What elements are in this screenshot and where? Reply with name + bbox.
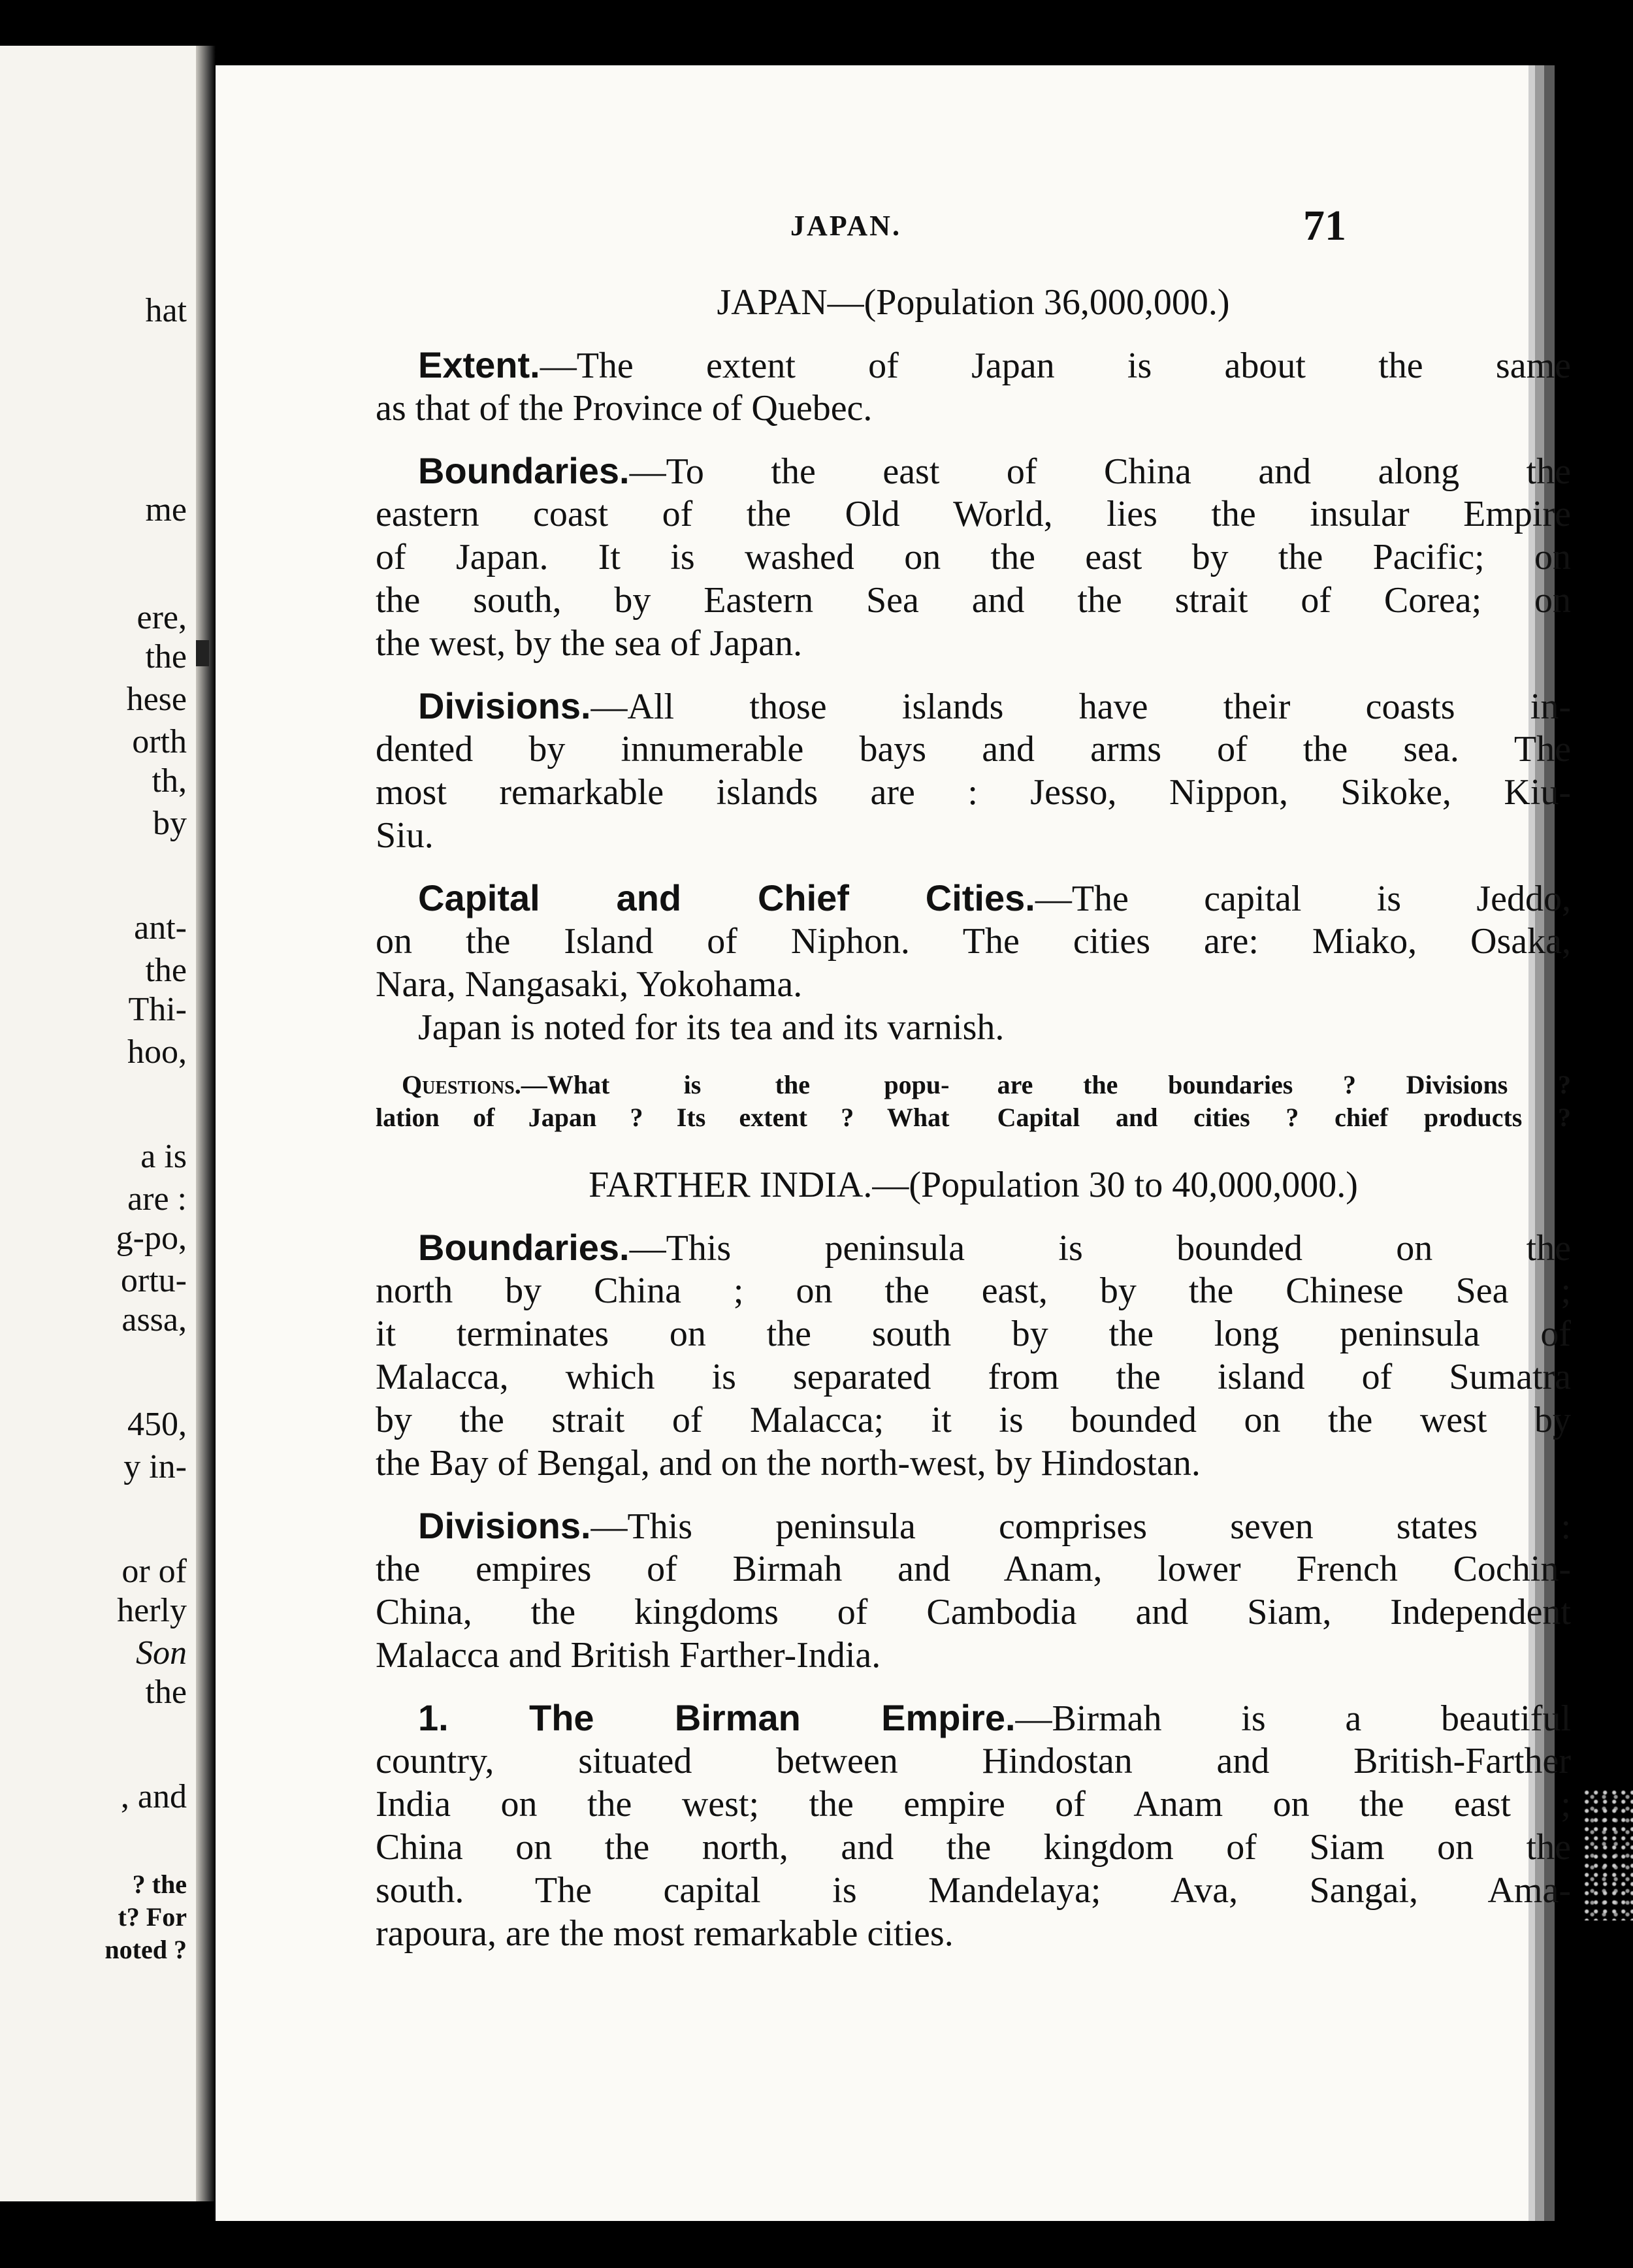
text-line: south. The capital is Mandelaya; Ava, Sangai, Ama- [376,1870,1571,1911]
noted-line: Japan is noted for its tea and its varnish. [418,1007,1005,1048]
text-line: the empires of Birmah and Anam, lower French Cochin- [376,1549,1571,1589]
left-fragment: ere, [137,599,187,636]
left-question-fragment: ? the [132,1870,187,1899]
binding-mark [196,640,209,666]
text-line: dented by innumerable bays and arms of the sea. The [376,729,1571,770]
text-line: by the strait of Malacca; it is bounded on the west by [376,1400,1571,1440]
page-number: 71 [1303,202,1346,250]
text-line: on the Island of Niphon. The cities are: Miako, Osaka, [376,921,1571,962]
running-head-title: JAPAN. [790,210,901,242]
left-fragment: me [145,491,187,528]
text-line: it terminates on the south by the long peninsula of [376,1314,1571,1354]
left-fragment: or of [121,1553,187,1590]
left-question-fragment: t? For [118,1902,187,1932]
text-line: China, the kingdoms of Cambodia and Siam, Independent [376,1592,1571,1632]
text-line: Malacca, which is separated from the island of Sumatra [376,1357,1571,1397]
left-fragment: hese [126,681,187,718]
left-fragment: ant- [134,909,187,947]
left-fragment: hat [145,292,187,329]
left-fragment: by [153,805,187,842]
section-title-japan: JAPAN—(Population 36,000,000.) [717,282,1230,323]
left-fragment: the [145,1674,187,1711]
text-line: the Bay of Bengal, and on the north-west, by Hindostan. [376,1443,1201,1483]
text-line: the west, by the sea of Japan. [376,623,803,664]
heading-birman-empire: 1. The Birman Empire. [418,1697,1016,1738]
left-fragment: 450, [127,1406,187,1443]
text-line: China on the north, and the kingdom of Siam on the [376,1827,1571,1868]
section-title-farther-india: FARTHER INDIA.—(Population 30 to 40,000,000.) [589,1165,1358,1205]
text-line: country, situated between Hindostan and British-Farther [376,1741,1571,1781]
scan-speckle [1584,1790,1633,1920]
heading-capital: Capital and Chief Cities. [418,877,1035,918]
left-fragment: , and [120,1778,187,1815]
text-line: eastern coast of the Old World, lies the insular Empire [376,494,1571,534]
left-fragment: Son [136,1634,187,1672]
left-fragment: herly [117,1592,187,1629]
paragraph-capital: Capital and Chief Cities.—The capital is Jeddo, [418,877,1571,919]
text-line: as that of the Province of Quebec. [376,388,873,429]
book-page [216,65,1571,2221]
left-fragment: are : [127,1180,187,1218]
heading-divisions: Divisions. [418,685,591,726]
paragraph-divisions: Divisions.—All those islands have their coasts in- [418,685,1571,727]
text-line: Nara, Nangasaki, Yokohama. [376,964,803,1005]
text-line: most remarkable islands are : Jesso, Nippon, Sikoke, Kiu- [376,772,1571,813]
left-question-fragment: noted ? [105,1935,187,1964]
left-fragment: th, [152,762,187,800]
running-head [216,202,1528,255]
text-line: India on the west; the empire of Anam on the east ; [376,1784,1571,1824]
text-line: Siu. [376,815,434,856]
left-fragment: the [145,638,187,675]
heading-extent: Extent. [418,344,540,385]
questions-column-right: are the boundaries ? Divisions ? Capital and cities ? chief products ? [997,1070,1571,1132]
left-fragment: a is [140,1138,187,1175]
left-fragment: y in- [123,1448,187,1485]
questions-japan [376,1069,1571,1134]
page-body [376,281,1571,1955]
paragraph-extent: Extent.—The extent of Japan is about the same [418,344,1571,386]
heading-boundaries: Boundaries. [418,450,630,491]
page-gutter [196,46,216,2201]
text-line: Malacca and British Farther-India. [376,1635,881,1676]
left-fragment: assa, [121,1301,187,1338]
left-fragment: hoo, [127,1033,187,1071]
text-line: the south, by Eastern Sea and the strait of Corea; on [376,580,1571,621]
left-fragment: orth [132,723,187,760]
text-line: north by China ; on the east, by the Chinese Sea ; [376,1271,1571,1311]
heading-fi-boundaries: Boundaries. [418,1227,630,1268]
left-fragment: ortu- [120,1262,187,1299]
text-line: rapoura, are the most remarkable cities. [376,1913,954,1954]
heading-fi-divisions: Divisions. [418,1505,591,1546]
paragraph-birman-empire: 1. The Birman Empire.—Birmah is a beautiful [418,1697,1571,1739]
left-fragment: the [145,952,187,989]
paragraph-boundaries: Boundaries.—To the east of China and along the [418,450,1571,492]
paragraph-fi-divisions: Divisions.—This peninsula comprises seven states : [418,1505,1571,1547]
text-line: of Japan. It is washed on the east by the Pacific; on [376,537,1571,577]
left-fragment: g-po, [116,1220,187,1257]
questions-column-left: Questions.—What is the popu- lation of Japan ? Its extent ? What [376,1070,950,1132]
left-fragment: Thi- [128,991,187,1028]
paragraph-fi-boundaries: Boundaries.—This peninsula is bounded on the [418,1227,1571,1269]
questions-label: Questions. [402,1070,521,1099]
previous-page-fragment [0,46,196,2201]
